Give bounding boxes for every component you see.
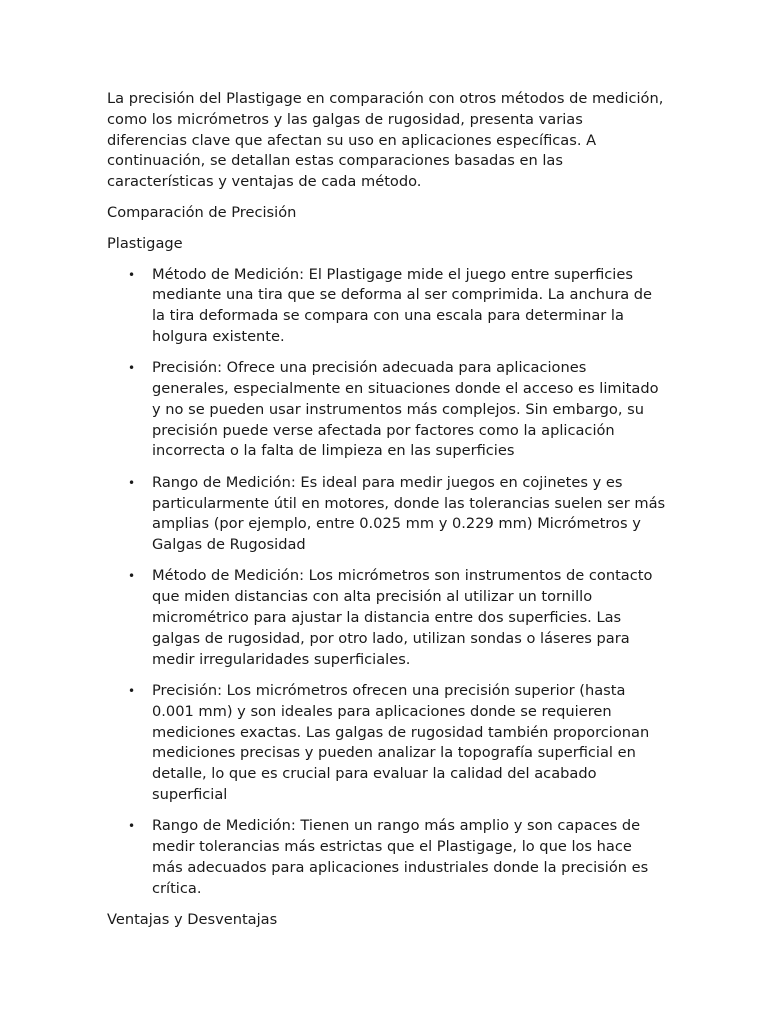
list-item bbox=[107, 473, 667, 556]
bullet-icon: • bbox=[128, 819, 136, 834]
document-page bbox=[107, 89, 667, 941]
bullet-icon: • bbox=[128, 683, 136, 698]
list-item-text: Precisión: Los micrómetros ofrecen una precisión superior (hasta 0.001 mm) y son ideales para aplicaciones donde se requieren mediciones exactas. Las galgas de rugosidad también proporcionan mediciones precisas y pueden analizar la topografía superficial en detalle, lo que es crucial para evaluar la calidad del acabado superficial bbox=[152, 681, 650, 803]
subheading-plastigage: Plastigage bbox=[107, 234, 183, 252]
list-item-text: Rango de Medición: Tienen un rango más amplio y son capaces de medir tolerancias más estrictas que el Plastigage, lo que los hace más adecuados para aplicaciones industriales donde la precisión es crítica. bbox=[152, 817, 649, 897]
section-heading-pros-cons: Ventajas y Desventajas bbox=[107, 910, 278, 928]
intro-paragraph: La precisión del Plastigage en comparación con otros métodos de medición, como los micrómetros y las galgas de rugosidad, presenta varias diferencias clave que afectan su uso en aplicaciones específicas. A continuación, se detallan estas comparaciones basadas en las características y ventajas de cada método. bbox=[107, 90, 664, 191]
list-item-text: Método de Medición: Los micrómetros son instrumentos de contacto que miden distancias con alta precisión al utilizar un tornillo micrométrico para ajustar la distancia entre dos superficies. Las galgas de rugosidad, por otro lado, utilizan sondas o láseres para medir irregularidades superficiales. bbox=[152, 567, 653, 668]
bullet-icon: • bbox=[128, 475, 136, 490]
list-item-text: Rango de Medición: Es ideal para medir juegos en cojinetes y es particularmente útil en motores, donde las tolerancias suelen ser más amplias (por ejemplo, entre 0.025 mm y 0.229 mm) Micrómetros y Galgas de Rugosidad bbox=[152, 473, 666, 554]
bullet-list bbox=[107, 265, 667, 900]
list-item bbox=[107, 681, 667, 806]
section-heading-comparison: Comparación de Precisión bbox=[107, 203, 297, 221]
list-item bbox=[107, 566, 667, 670]
bullet-icon: • bbox=[128, 267, 136, 282]
list-item bbox=[107, 358, 667, 462]
list-item bbox=[107, 816, 667, 899]
bullet-icon: • bbox=[128, 569, 136, 584]
list-item-text: Método de Medición: El Plastigage mide el juego entre superficies mediante una tira que se deforma al ser comprimida. La anchura de la tira deformada se compara con una escala para determinar la holgura existente. bbox=[152, 265, 653, 345]
list-item bbox=[107, 265, 667, 348]
list-item-text: Precisión: Ofrece una precisión adecuada para aplicaciones generales, especialmente en situaciones donde el acceso es limitado y no se pueden usar instrumentos más complejos. Sin embargo, su precisión puede verse afectada por factores como la aplicación incorrecta o la falta de limpieza en las superficies bbox=[152, 359, 659, 460]
bullet-icon: • bbox=[128, 361, 136, 376]
